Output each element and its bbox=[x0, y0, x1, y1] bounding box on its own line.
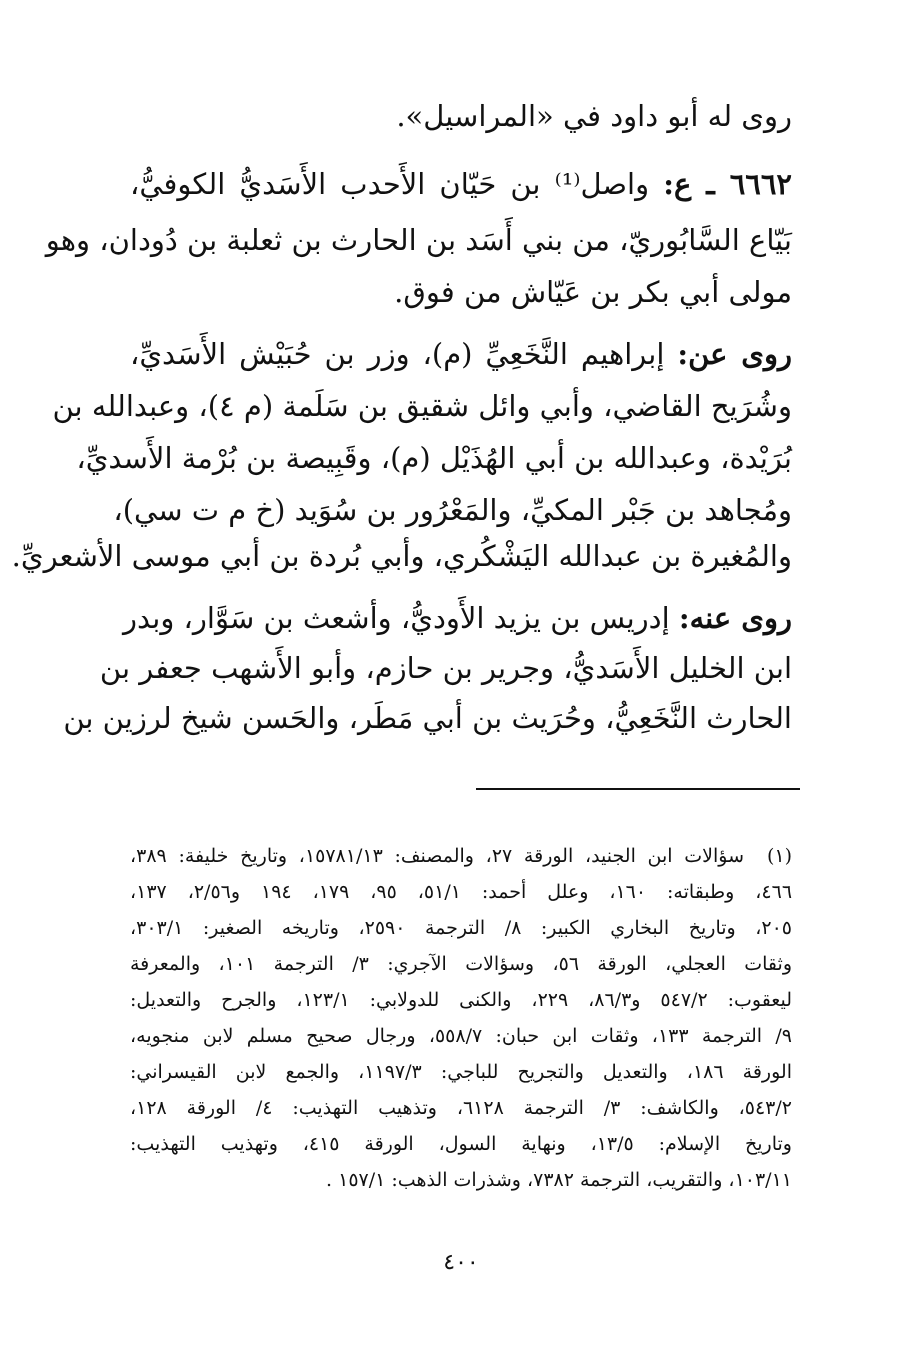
footnote-line-2: ٤٦٦، وطبقاته: ١٦٠، وعلل أحمد: ٥١/١، ٩٥، ١٧٩، ١٩٤ و٢/٥٦، ١٣٧، bbox=[130, 881, 793, 903]
text-line-8-content: ومُجاهد بن جَبْر المكيِّ، والمَعْرُور بن سُوَيد (خ م ت سي)، bbox=[113, 493, 792, 527]
entry-name: واصل⁽¹⁾ بن حَيّان الأَحدب الأَسَديُّ الكوفيُّ، bbox=[130, 167, 650, 201]
text-line-9 bbox=[11, 536, 792, 576]
text-line-1 bbox=[130, 96, 792, 136]
page-number: ٤٠٠ bbox=[443, 1250, 479, 1275]
footnote-line-5: ليعقوب: ٥٤٧/٢ و٨٦/٣، ٢٢٩، والكنى للدولابي: ١٢٣/١، والجرح والتعديل: bbox=[130, 989, 792, 1011]
rawa-anhu-label: روى عنه: bbox=[678, 601, 792, 635]
text-line-3-content: بَيّاع السَّابُوريّ، من بني أَسَد بن الحارث بن ثعلبة بن دُودان، وهو bbox=[45, 223, 792, 257]
narrators-to-start: إدريس بن يزيد الأَوديُّ، وأشعث بن سَوَّار، وبدر bbox=[123, 601, 670, 635]
text-line-6 bbox=[52, 386, 792, 426]
footnote-line-1: سؤالات ابن الجنيد، الورقة ٢٧، والمصنف: ١٥٧٨١/١٣، وتاريخ خليفة: ٣٨٩، bbox=[130, 845, 745, 867]
text-line-11-content: ابن الخليل الأَسَديُّ، وجرير بن حازم، وأبو الأَشهب جعفر بن bbox=[99, 651, 792, 685]
text-line-12 bbox=[63, 698, 792, 738]
footnote-separator bbox=[476, 788, 800, 790]
text-line-11 bbox=[99, 648, 792, 688]
footnote-line-7: الورقة ١٨٦، والتعديل والتجريح للباجي: ١١٩٧/٣، والجمع لابن القيسراني: bbox=[130, 1061, 792, 1083]
footnote-number: (١) bbox=[766, 845, 792, 867]
text-line-3 bbox=[45, 220, 792, 260]
narrators-from-line bbox=[130, 334, 792, 374]
footnote-line-4: وثقات العجلي، الورقة ٥٦، وسؤالات الآجري: ٣/ الترجمة ١٠١، والمعرفة bbox=[130, 953, 792, 975]
rawa-an-label: روى عن: bbox=[677, 337, 793, 371]
entry-number: ٦٦٦٢ ـ ع: bbox=[663, 167, 792, 201]
text-line-12-content: الحارث النَّخَعِيُّ، وحُرَيث بن أبي مَطَر، والحَسن شيخ لرزين بن bbox=[63, 701, 792, 735]
narrators-to-line bbox=[123, 598, 792, 638]
text-line-9-content: والمُغيرة بن عبدالله اليَشْكُري، وأبي بُردة بن أبي موسى الأشعريِّ. bbox=[11, 539, 792, 573]
footnote-line-8: ٥٤٣/٢، والكاشف: ٣/ الترجمة ٦١٢٨، وتذهيب التهذيب: ٤/ الورقة ١٢٨، bbox=[130, 1097, 792, 1119]
footnote-line-9: وتاريخ الإسلام: ١٣/٥، ونهاية السول، الورقة ٤١٥، وتهذيب التهذيب: bbox=[130, 1133, 792, 1155]
entry-heading-line bbox=[130, 164, 792, 204]
text-line-4-content: مولى أبي بكر بن عَيّاش من فوق. bbox=[394, 275, 792, 309]
narrators-from-start: إبراهيم النَّخَعِيِّ (م)، وزر بن حُبَيْش الأَسَديِّ، bbox=[130, 337, 665, 371]
text-line-4 bbox=[130, 272, 792, 312]
footnote-line-6: ٩/ الترجمة ١٣٣، وثقات ابن حبان: ٥٥٨/٧، ورجال صحيح مسلم لابن منجويه، bbox=[130, 1025, 792, 1047]
text-line-8 bbox=[113, 490, 792, 530]
text-line-7-content: بُرَيْدة، وعبدالله بن أبي الهُذَيْل (م)، وقَبِيصة بن بُرْمة الأَسديِّ، bbox=[76, 441, 792, 475]
footnote-line-3: ٢٠٥، وتاريخ البخاري الكبير: ٨/ الترجمة ٢٥٩٠، وتاريخه الصغير: ٣٠٣/١، bbox=[130, 917, 793, 939]
text-line-6-content: وشُرَيح القاضي، وأبي وائل شقيق بن سَلَمة (م ٤)، وعبدالله بن bbox=[52, 389, 792, 423]
text-line-1-content: روى له أبو داود في «المراسيل». bbox=[396, 99, 792, 133]
text-line-7 bbox=[76, 438, 792, 478]
footnote-line-10: ١٠٣/١١، والتقريب، الترجمة ٧٣٨٢، وشذرات الذهب: ١٥٧/١ . bbox=[326, 1169, 792, 1191]
